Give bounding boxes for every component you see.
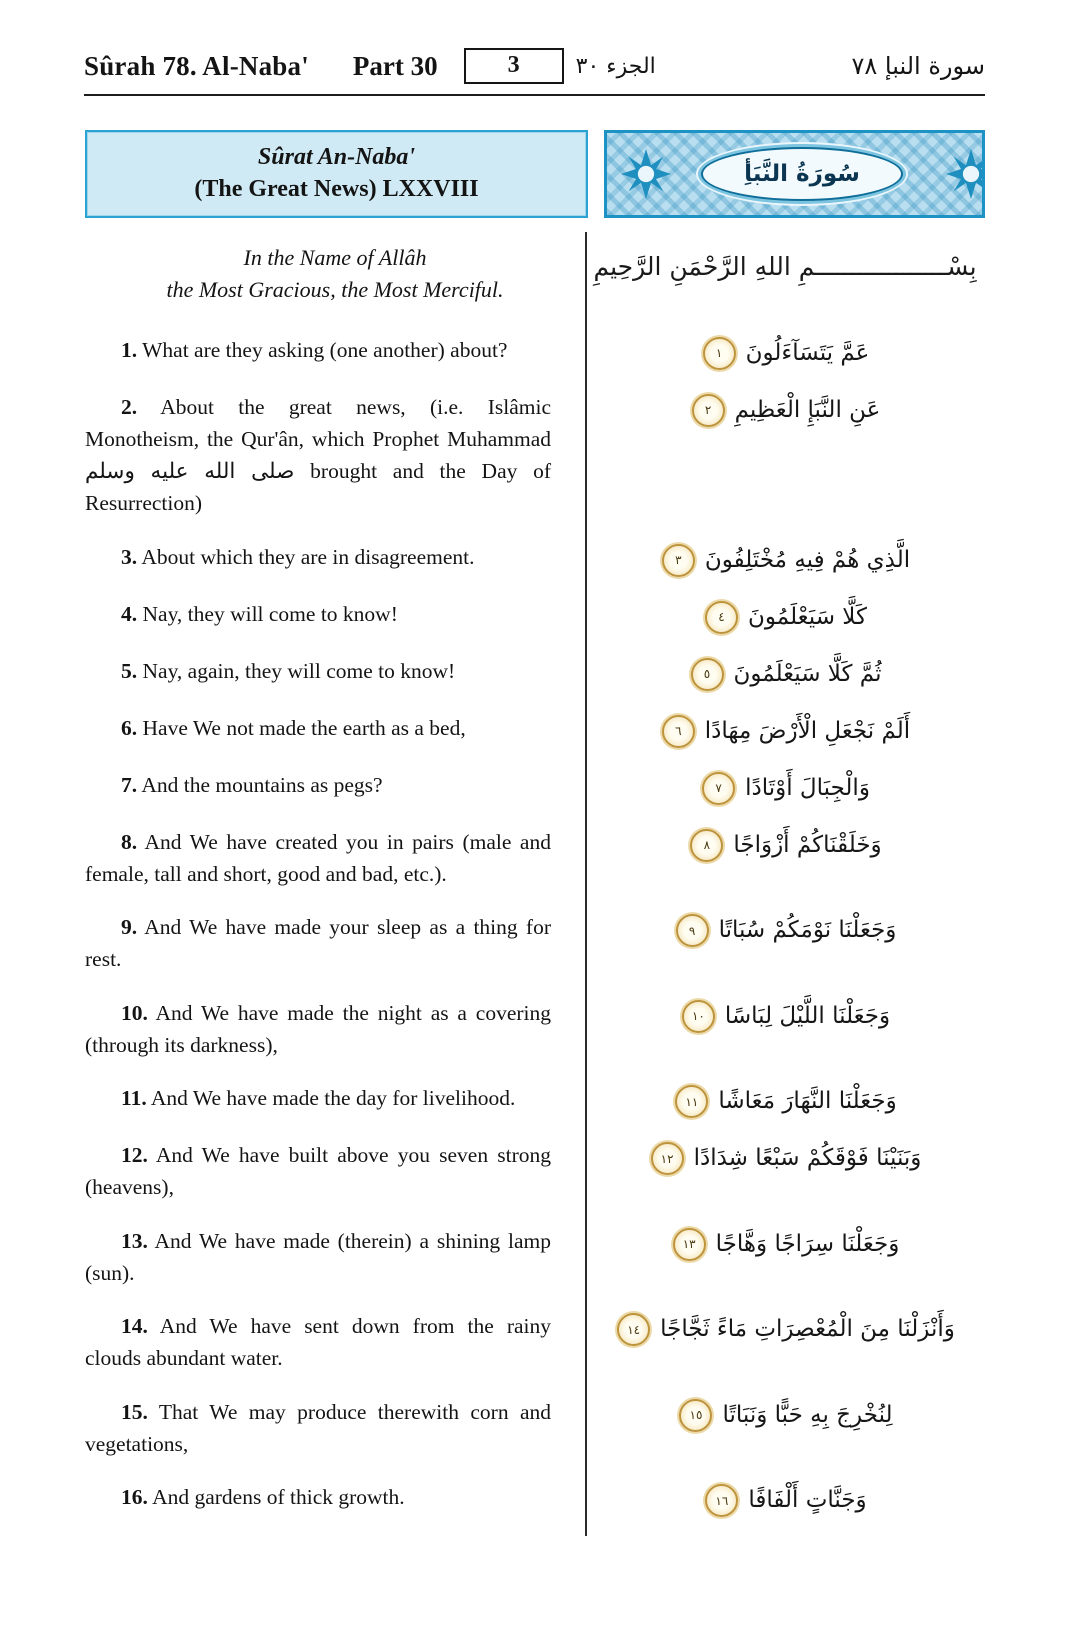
- verse-arabic-text: الَّذِي هُمْ فِيهِ مُخْتَلِفُونَ: [704, 546, 911, 573]
- verse-number: 13.: [121, 1228, 148, 1253]
- verse-english-paragraph: [85, 1481, 551, 1513]
- verse-arabic-text: أَلَمْ نَجْعَلِ الْأَرْضَ مِهَادًا: [704, 717, 911, 744]
- verse-arabic: [585, 997, 985, 1062]
- verse-english: [85, 1396, 585, 1461]
- verse-number: 15.: [121, 1399, 148, 1424]
- verse-english-paragraph: [85, 712, 551, 744]
- page-header: [84, 0, 985, 96]
- verse-text: And We have made (therein) a shining lamp (sun).: [85, 1228, 551, 1285]
- verse-arabic-text: كَلَّا سَيَعْلَمُونَ: [748, 603, 867, 630]
- verse-end-medallion: ٣: [662, 544, 695, 577]
- verse-text: And We have created you in pairs (male and female, tall and short, good and bad, etc.).: [85, 829, 551, 886]
- verse-english: [85, 712, 585, 748]
- verse-number: 11.: [121, 1086, 147, 1111]
- verse-end-medallion: ١٢: [651, 1142, 684, 1175]
- surah-title-transliteration: Sûrat An-Naba': [257, 144, 416, 171]
- verse-arabic-text: عَمَّ يَتَسَآءَلُونَ: [745, 339, 870, 366]
- verse-end-medallion: ٩: [676, 914, 709, 947]
- verse-number: 3.: [121, 544, 138, 569]
- surah-name-calligraphy: سُورَةُ النَّبَأِ: [744, 161, 860, 188]
- verse-english-paragraph: [85, 769, 551, 801]
- verse-arabic-text: عَنِ النَّبَإِ الْعَظِيمِ: [734, 396, 881, 423]
- verse-text: And We have sent down from the rainy clouds abundant water.: [85, 1314, 551, 1371]
- verse-row: [85, 911, 985, 976]
- verse-arabic-text: وَجَعَلْنَا نَوْمَكُمْ سُبَاتًا: [718, 917, 897, 944]
- verse-english: [85, 1481, 585, 1517]
- verse-english: [85, 334, 585, 370]
- verse-english: [85, 911, 585, 976]
- verse-end-medallion: ١٥: [679, 1399, 712, 1432]
- verse-english-paragraph: [85, 1310, 551, 1375]
- verse-english-paragraph: [85, 1396, 551, 1461]
- verse-english: [85, 826, 585, 891]
- verse-arabic: [585, 1481, 985, 1517]
- basmala-row: [85, 242, 985, 306]
- verse-end-medallion: ٦: [662, 715, 695, 748]
- verse-english: [85, 655, 585, 691]
- verse-end-medallion: ١٤: [617, 1313, 650, 1346]
- page-number-box: 3: [464, 48, 564, 84]
- verse-end-medallion: ٥: [691, 658, 724, 691]
- eight-point-star-icon: [621, 149, 671, 199]
- verse-arabic: [585, 655, 985, 691]
- part-label: Part 30: [352, 50, 438, 81]
- column-divider: [585, 232, 587, 1536]
- verse-text: And We have made your sleep as a thing for rest.: [85, 915, 551, 972]
- verse-row: [85, 1139, 985, 1204]
- verse-end-medallion: ٧: [702, 772, 735, 805]
- verse-arabic: [585, 334, 985, 370]
- surah-title-english: Sûrah 78. Al-Naba': [84, 50, 309, 81]
- verse-english-paragraph: [85, 334, 551, 366]
- verse-arabic: [585, 541, 985, 577]
- verse-english-paragraph: [85, 598, 551, 630]
- verse-arabic: [585, 1396, 985, 1461]
- verse-english-paragraph: [85, 541, 551, 573]
- verse-arabic-text: وَجَعَلْنَا النَّهَارَ مَعَاشًا: [718, 1088, 897, 1115]
- verse-text: About which they are in disagreement.: [141, 544, 475, 569]
- verse-arabic: [585, 911, 985, 976]
- surah-title-box: [85, 130, 588, 217]
- verse-english: [85, 997, 585, 1062]
- verse-english: [85, 769, 585, 805]
- surah-title-translation: (The Great News) LXXVIII: [194, 175, 479, 202]
- verse-text: Nay, again, they will come to know!: [142, 658, 456, 683]
- verse-row: [85, 1481, 985, 1517]
- verse-english: [85, 598, 585, 634]
- verse-text: Nay, they will come to know!: [142, 601, 398, 626]
- verse-arabic-text: وَالْجِبَالَ أَوْتَادًا: [745, 774, 870, 801]
- verse-arabic: [585, 1139, 985, 1204]
- verse-english: [85, 541, 585, 577]
- verse-arabic: [585, 826, 985, 891]
- verse-number: 4.: [121, 601, 138, 626]
- verse-list: [85, 334, 985, 1518]
- basmala-english-line2: the Most Gracious, the Most Merciful.: [166, 276, 504, 302]
- verse-arabic: [585, 598, 985, 634]
- verse-english: [85, 1225, 585, 1290]
- juz-label-arabic: الجزء ٣٠: [575, 53, 656, 79]
- verse-english: [85, 391, 585, 520]
- verse-row: [85, 1225, 985, 1290]
- verse-english-paragraph: [85, 391, 551, 520]
- verse-number: 2.: [121, 394, 138, 419]
- verse-row: [85, 712, 985, 748]
- verse-english-paragraph: [85, 826, 551, 891]
- verse-row: [85, 598, 985, 634]
- verse-arabic: [585, 391, 985, 520]
- verse-number: 10.: [121, 1000, 148, 1025]
- verse-row: [85, 997, 985, 1062]
- verse-end-medallion: ١٠: [682, 1000, 715, 1033]
- verse-end-medallion: ١٣: [673, 1228, 706, 1261]
- verse-arabic-text: وَأَنْزَلْنَا مِنَ الْمُعْصِرَاتِ مَاءً ثَجَّاجًا: [660, 1316, 955, 1343]
- verse-row: [85, 655, 985, 691]
- verse-row: [85, 1310, 985, 1375]
- basmala-english: [85, 242, 585, 306]
- verse-arabic: [585, 1310, 985, 1375]
- verse-number: 5.: [121, 658, 138, 683]
- surah-calligraphy-banner: [604, 130, 985, 217]
- verse-text: And the mountains as pegs?: [141, 772, 383, 797]
- verse-end-medallion: ١١: [675, 1085, 708, 1118]
- verse-english: [85, 1139, 585, 1204]
- verse-end-medallion: ١٦: [705, 1484, 738, 1517]
- verse-arabic-text: وَجَعَلْنَا سِرَاجًا وَهَّاجًا: [715, 1230, 900, 1257]
- verse-number: 12.: [121, 1143, 148, 1168]
- verse-number: 14.: [121, 1314, 148, 1339]
- verse-end-medallion: ٤: [705, 601, 738, 634]
- verse-arabic-text: وَجَنَّاتٍ أَلْفَافًا: [748, 1487, 867, 1514]
- verse-arabic: [585, 1082, 985, 1118]
- verse-number: 16.: [121, 1485, 148, 1510]
- verse-arabic-text: وَخَلَقْنَاكُمْ أَزْوَاجًا: [733, 831, 882, 858]
- verse-english-paragraph: [85, 1139, 551, 1204]
- verse-text: What are they asking (one another) about?: [142, 337, 508, 362]
- verse-row: [85, 334, 985, 370]
- surah-title-arabic: سورة النبإ ٧٨: [851, 52, 985, 81]
- verse-row: [85, 826, 985, 891]
- title-row: [85, 130, 985, 217]
- verse-arabic: [585, 769, 985, 805]
- verse-english-paragraph: [85, 655, 551, 687]
- verse-english: [85, 1082, 585, 1118]
- basmala-english-line1: In the Name of Allâh: [243, 244, 427, 270]
- verse-arabic-text: وَجَعَلْنَا اللَّيْلَ لِبَاسًا: [724, 1002, 891, 1029]
- verse-text: About the great news, (i.e. Islâmic Monotheism, the Qur'ân, which Prophet Muhammad صلى الله عليه وسلم brought and the Day of Resurrection): [85, 394, 552, 516]
- verse-row: [85, 541, 985, 577]
- verse-number: 1.: [121, 337, 138, 362]
- verse-number: 7.: [121, 772, 138, 797]
- verse-end-medallion: ٢: [692, 394, 725, 427]
- basmala-arabic-calligraphy: بِسْــــــــــــــــــمِ اللهِ الرَّحْمَنِ الرَّحِيمِ: [593, 251, 977, 281]
- verse-arabic: [585, 1225, 985, 1290]
- verse-english: [85, 1310, 585, 1375]
- verse-text: And We have made the day for livelihood.: [150, 1086, 516, 1111]
- verse-end-medallion: ٨: [690, 829, 723, 862]
- verse-row: [85, 769, 985, 805]
- verse-english-paragraph: [85, 1225, 551, 1290]
- verse-end-medallion: ١: [703, 337, 736, 370]
- verse-text: And We have built above you seven strong (heavens),: [85, 1143, 551, 1200]
- banner-cartouche: [701, 147, 903, 201]
- verse-english-paragraph: [85, 1082, 551, 1114]
- verse-row: [85, 1396, 985, 1461]
- verse-row: [85, 391, 985, 520]
- verse-arabic-text: وَبَنَيْنَا فَوْقَكُمْ سَبْعًا شِدَادًا: [693, 1145, 922, 1172]
- verse-text: And gardens of thick growth.: [152, 1485, 405, 1510]
- verse-text: Have We not made the earth as a bed,: [142, 715, 466, 740]
- verse-english-paragraph: [85, 911, 551, 976]
- eight-point-star-icon: [946, 149, 985, 199]
- verse-number: 9.: [121, 915, 138, 940]
- verse-english-paragraph: [85, 997, 551, 1062]
- verse-number: 8.: [121, 829, 138, 854]
- verse-number: 6.: [121, 715, 138, 740]
- verse-row: [85, 1082, 985, 1118]
- verse-arabic-text: ثُمَّ كَلَّا سَيَعْلَمُونَ: [733, 660, 882, 687]
- verse-arabic: [585, 712, 985, 748]
- verse-text: That We may produce therewith corn and vegetations,: [85, 1399, 551, 1456]
- verse-arabic-text: لِنُخْرِجَ بِهِ حَبًّا وَنَبَاتًا: [722, 1401, 893, 1428]
- verse-text: And We have made the night as a covering (through its darkness),: [85, 1000, 551, 1057]
